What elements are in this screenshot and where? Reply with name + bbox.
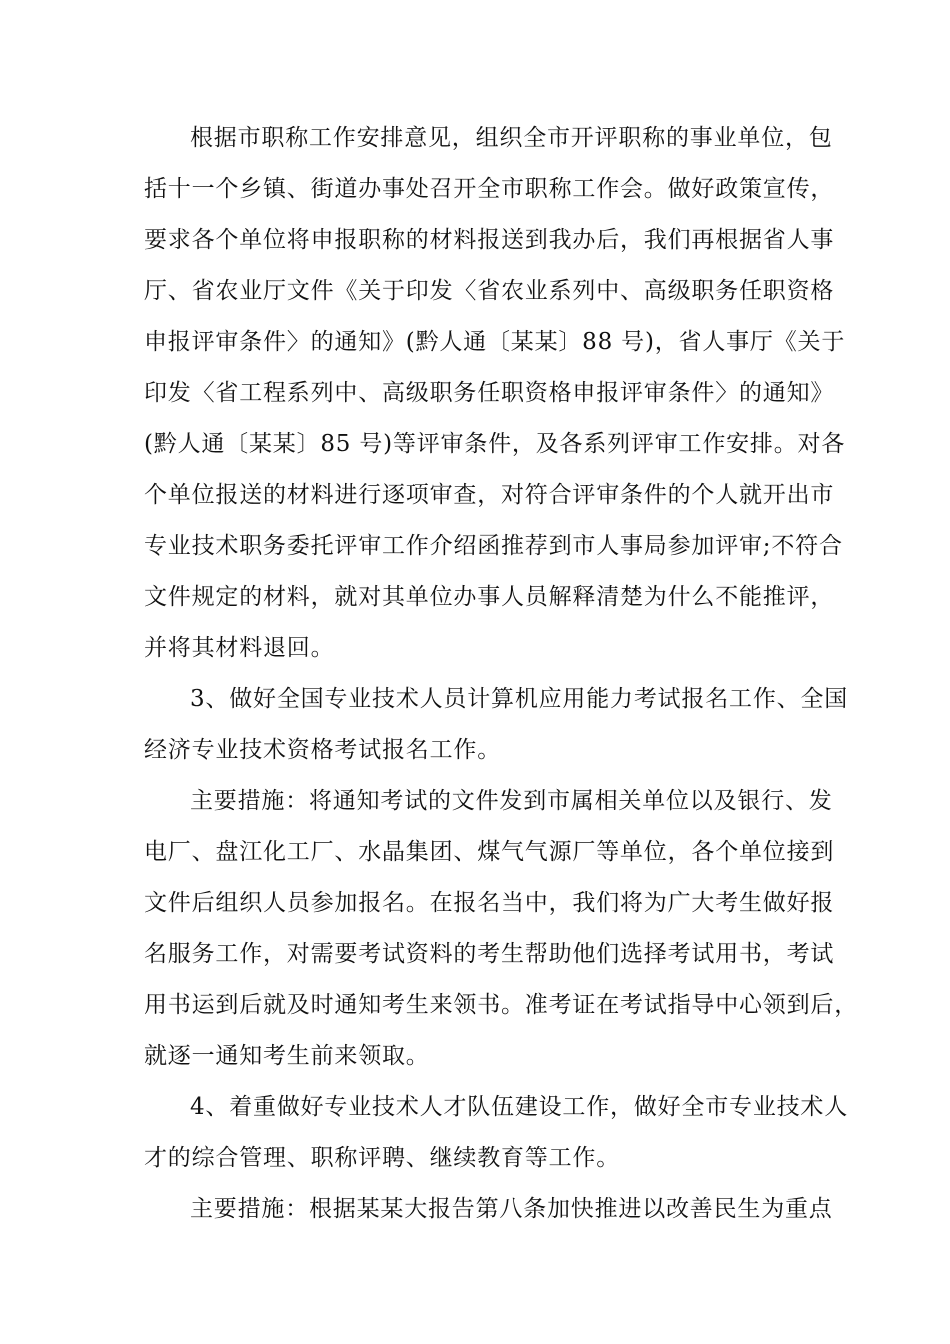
text-line-content: 要求各个单位将申报职称的材料报送到我办后，我们再根据省人事: [144, 227, 835, 253]
text-line-content: 才的综合管理、职称评聘、继续教育等工作。: [144, 1145, 620, 1171]
text-line-content: 文件后组织人员参加报名。在报名当中，我们将为广大考生做好报: [144, 890, 835, 916]
text-line-content: 4、着重做好专业技术人才队伍建设工作，做好全市专业技术人: [190, 1094, 849, 1120]
text-line-content: 主要措施：根据某某大报告第八条加快推进以改善民生为重点: [190, 1196, 833, 1222]
text-line-content: 并将其材料退回。: [144, 635, 335, 661]
text-line-content: 用书运到后就及时通知考生来领书。准考证在考试指导中心领到后，: [144, 992, 858, 1018]
text-line: [0, 169, 950, 209]
text-line-content: 电厂、盘江化工厂、水晶集团、煤气气源厂等单位，各个单位接到: [144, 839, 835, 865]
text-line: [0, 832, 950, 872]
text-line: [0, 526, 950, 566]
text-line-content: 就逐一通知考生前来领取。: [144, 1043, 430, 1069]
text-line: [0, 271, 950, 311]
text-line: [0, 934, 950, 974]
text-line: [0, 577, 950, 617]
text-line: [0, 1189, 950, 1229]
text-line-content: 印发〈省工程系列中、高级职务任职资格申报评审条件〉的通知》: [144, 380, 835, 406]
text-line: [0, 475, 950, 515]
text-line-content: 名服务工作，对需要考试资料的考生帮助他们选择考试用书，考试: [144, 941, 835, 967]
text-line-content: 括十一个乡镇、街道办事处召开全市职称工作会。做好政策宣传，: [144, 176, 835, 202]
text-line: [0, 628, 950, 668]
text-line: [0, 322, 950, 362]
text-line: [0, 883, 950, 923]
text-line: [0, 730, 950, 770]
text-line: [0, 373, 950, 413]
text-line: [0, 118, 950, 158]
text-line-content: 个单位报送的材料进行逐项审查，对符合评审条件的个人就开出市: [144, 482, 835, 508]
text-line: [0, 679, 950, 719]
text-line-content: 申报评审条件〉的通知》(黔人通〔某某〕88 号)，省人事厅《关于: [144, 329, 846, 355]
text-line-content: 主要措施：将通知考试的文件发到市属相关单位以及银行、发: [190, 788, 833, 814]
text-line-content: 经济专业技术资格考试报名工作。: [144, 737, 501, 763]
text-line: [0, 220, 950, 260]
text-line-content: 3、做好全国专业技术人员计算机应用能力考试报名工作、全国: [190, 686, 849, 712]
text-line: [0, 1087, 950, 1127]
text-line: [0, 1036, 950, 1076]
text-line-content: 专业技术职务委托评审工作介绍函推荐到市人事局参加评审;不符合: [144, 533, 843, 559]
text-line-content: 厅、省农业厅文件《关于印发〈省农业系列中、高级职务任职资格: [144, 278, 835, 304]
text-line-content: 文件规定的材料，就对其单位办事人员解释清楚为什么不能推评，: [144, 584, 835, 610]
text-line: [0, 781, 950, 821]
text-line: [0, 424, 950, 464]
text-line-content: 根据市职称工作安排意见，组织全市开评职称的事业单位，包: [190, 125, 833, 151]
text-line: [0, 985, 950, 1025]
text-line: [0, 1138, 950, 1178]
text-line-content: (黔人通〔某某〕85 号)等评审条件，及各系列评审工作安排。对各: [144, 431, 846, 457]
